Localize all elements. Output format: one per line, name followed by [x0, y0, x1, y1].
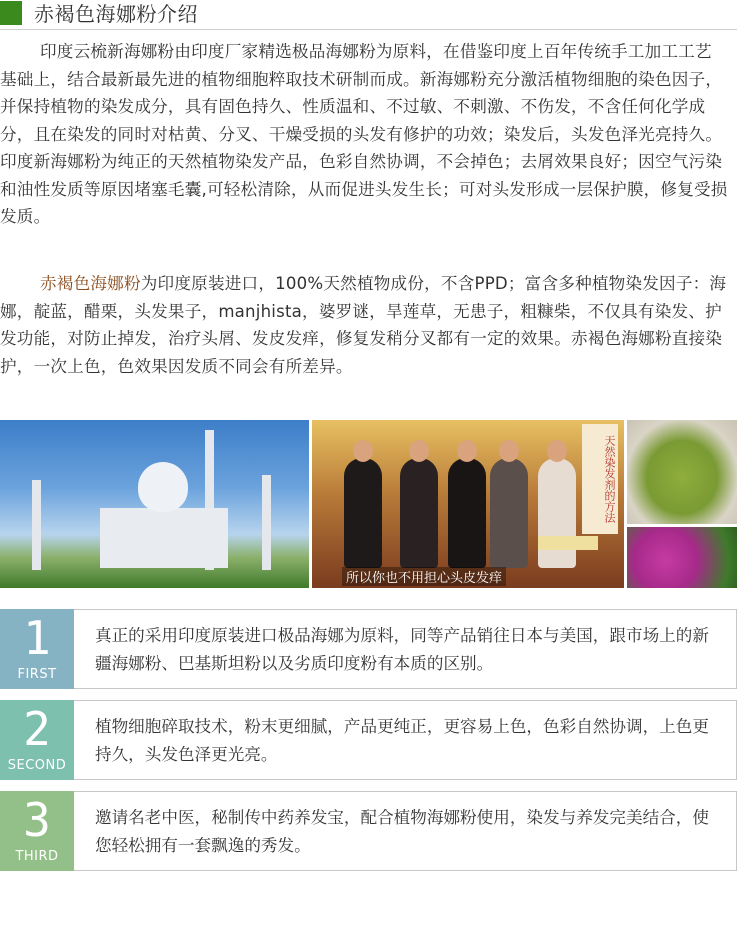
tv-subtitle: 所以你也不用担心头皮发痒	[342, 567, 506, 586]
feature-text: 真正的采用印度原装进口极品海娜为原料，同等产品销往日本与美国，跟市场上的新疆海娜粉、巴基斯坦粉以及劣质印度粉有本质的区别。	[95, 626, 709, 673]
taj-mahal-photo	[0, 420, 309, 588]
intro-paragraph-1-text: 印度云梳新海娜粉由印度厂家精选极品海娜粉为原料，在借鉴印度上百年传统手工加工工艺基础上，结合最新最先进的植物细胞粹取技术研制而成。新海娜粉充分激活植物细胞的染色因子，并保持植物的染发成分，具有固色持久、性质温和、不过敏、不刺激、不伤发，不含任何化学成分，且在染发的同时对枯黄、分叉、干燥受损的头发有修护的功效；染发后，头发色泽光亮持久。印度新海娜粉为纯正的天然植物染发产品，色彩自然协调，不会掉色；去屑效果良好；因空气污染和油性发质等原因堵塞毛囊,可轻松清除，从而促进头发生长；可对头发形成一层保护膜，修复受损发质。	[0, 42, 728, 226]
tv-show-photo	[312, 420, 624, 588]
feature-number: 3	[23, 793, 51, 847]
feature-label: SECOND	[7, 758, 67, 773]
header-divider	[0, 29, 737, 30]
intro-paragraph-2-text: 为印度原装进口，100%天然植物成份，不含PPD；富含多种植物染发因子：海娜，靛蓝，醋栗，头发果子，manjhista，婆罗谜，旱莲草，无患子，粗糠柴，不仅具有染发、护发功能，对防止掉发，治疗头屑、发皮发痒，修复发稍分叉都有一定的效果。赤褐色海娜粉直接染护，一次上色，色效果因发质不同会有所差异。	[0, 274, 727, 376]
feature-text: 植物细胞碎取技术，粉末更细腻，产品更纯正，更容易上色，色彩自然协调，上色更持久，头发色泽更光亮。	[95, 717, 709, 764]
tv-logo-badge	[538, 536, 598, 550]
feature-label: THIRD	[15, 849, 59, 864]
intro-paragraph-1	[0, 38, 728, 231]
feature-number: 1	[23, 611, 51, 665]
feature-text: 邀请名老中医，秘制传中药养发宝，配合植物海娜粉使用，染发与养发完美结合，使您轻松拥有一套飘逸的秀发。	[95, 808, 709, 855]
header-accent-bar	[0, 1, 22, 25]
intro-paragraph-2	[0, 270, 728, 380]
section-header	[0, 0, 737, 32]
feature-number-box	[0, 609, 74, 689]
feature-number-box	[0, 791, 74, 871]
feature-number-box	[0, 700, 74, 780]
feature-text-box	[74, 609, 737, 689]
product-name-highlight: 赤褐色海娜粉	[40, 274, 141, 293]
photo-strip	[0, 420, 737, 588]
henna-powder-photo	[627, 420, 737, 524]
feature-item-3	[0, 791, 737, 871]
feature-item-1	[0, 609, 737, 689]
feature-number: 2	[23, 702, 51, 756]
tv-side-banner: 天然染发剂的方法	[582, 424, 618, 534]
feature-label: FIRST	[17, 667, 57, 682]
feature-text-box	[74, 700, 737, 780]
flower-photo	[627, 527, 737, 588]
feature-text-box	[74, 791, 737, 871]
page-title: 赤褐色海娜粉介绍	[34, 2, 198, 26]
feature-item-2	[0, 700, 737, 780]
